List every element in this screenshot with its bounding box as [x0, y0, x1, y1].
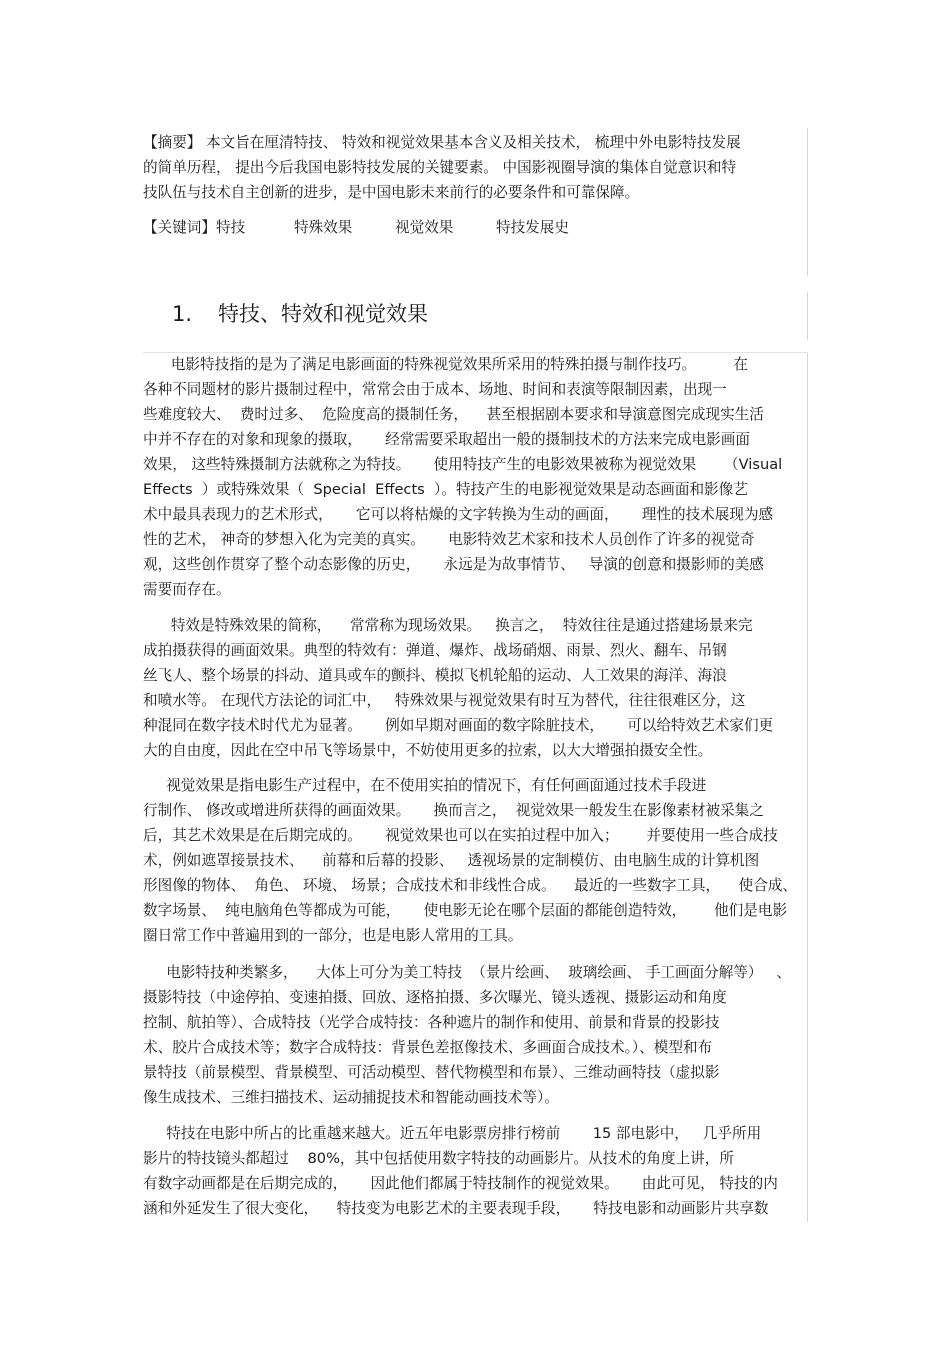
paragraph [143, 613, 808, 763]
paragraph-line: 行制作、 修改或增进所获得的画面效果。 换而言之， 视觉效果一般发生在影像素材被采集之 [143, 802, 764, 819]
paragraph-line: 电影特技种类繁多， 大体上可分为美工特技 （景片绘画、 玻璃绘画、 手工画面分解等） 、 [143, 964, 792, 981]
keyword: 视觉效果 [394, 219, 454, 236]
paragraph [143, 1121, 808, 1221]
paragraph-line: 和喷水等。 在现代方法论的词汇中， 特殊效果与视觉效果有时互为替代，往往很难区分，这 [143, 692, 746, 709]
paragraph-line: 效果， 这些特殊摄制方法就称之为特技。 使用特技产生的电影效果被称为视觉效果 （Visual [143, 456, 783, 473]
abstract [143, 130, 808, 205]
paragraph-line: 大的自由度，因此在空中吊飞等场景中，不妨使用更多的拉索，以大大增强拍摄安全性。 [143, 742, 713, 759]
section-number: 1. [172, 302, 193, 326]
paragraph-line: 中并不存在的对象和现象的摄取， 经常需要采取超出一般的摄制技术的方法来完成电影画面 [143, 431, 750, 448]
paragraph-line: 形图像的物体、 角色、 环境、 场景；合成技术和非线性合成。 最近的一些数字工具， 使合成、 [143, 877, 798, 894]
paragraph-line: Effects ）或特殊效果（ Special Effects ）。特技产生的电影视觉效果是动态画面和影像艺 [143, 481, 748, 498]
paragraph-line: 丝飞人、整个场景的抖动、道具或车的颤抖、模拟飞机轮船的运动、人工效果的海洋、海浪 [143, 667, 727, 684]
abstract-line: 的简单历程， 提出今后我国电影特技发展的关键要素。 中国影视圈导演的集体自觉意识和特 [143, 159, 737, 176]
paragraph-line: 影片的特技镜头都超过 80%，其中包括使用数字特技的动画影片。从技术的角度上讲，所 [143, 1150, 734, 1167]
paragraph-line: 后，其艺术效果是在后期完成的。 视觉效果也可以在实拍过程中加入； 并要使用一些合成技 [143, 827, 778, 844]
paragraph-line: 视觉效果是指电影生产过程中，在不使用实拍的情况下，有任何画面通过技术手段进 [143, 777, 707, 794]
paragraph-line: 术、胶片合成技术等；数字合成特技：背景色差抠像技术、多画面合成技术。）、模型和布 [143, 1039, 713, 1056]
paragraph-line: 特效是特殊效果的简称， 常常称为现场效果。 换言之， 特效往往是通过搭建场景来完 [143, 617, 753, 634]
paragraph-line: 控制、航拍等）、合成特技（光学合成特技：各种遮片的制作和使用、前景和背景的投影技 [143, 1014, 720, 1031]
keywords-line [143, 215, 808, 240]
paragraph-line: 种混同在数字技术时代尤为显著。 例如早期对画面的数字除脏技术， 可以给特效艺术家们更 [143, 717, 774, 734]
paragraph-line: 像生成技术、三维扫描技术、运动捕捉技术和智能动画技术等）。 [143, 1089, 559, 1106]
paragraph-line: 观，这些创作贯穿了整个动态影像的历史， 永远是为故事情节、 导演的创意和摄影师的美感 [143, 556, 764, 573]
section-heading [172, 296, 428, 332]
keywords [143, 215, 808, 240]
paragraph-line: 术中最具表现力的艺术形式， 它可以将枯燥的文字转换为生动的画面， 理性的技术展现为感 [143, 506, 774, 523]
paragraph [143, 773, 808, 948]
paragraph-line: 术，例如遮罩接景技术、 前幕和后幕的投影、 透视场景的定制模仿、由电脑生成的计算机图 [143, 852, 760, 869]
paragraph-line: 些难度较大、 费时过多、 危险度高的摄制任务， 甚至根据剧本要求和导演意图完成现实生活 [143, 406, 764, 423]
paragraph-line: 需要而存在。 [143, 581, 231, 598]
paragraph-line: 涵和外延发生了很大变化， 特技变为电影艺术的主要表现手段， 特技电影和动画影片共享数 [143, 1200, 769, 1217]
abstract-line: 技队伍与技术自主创新的进步，是中国电影未来前行的必要条件和可靠保障。 [143, 184, 640, 201]
keyword: 特技 [215, 219, 246, 236]
paragraph-line: 成拍摄获得的画面效果。典型的特效有：弹道、爆炸、战场硝烟、雨景、烈火、翻车、吊钢 [143, 642, 727, 659]
heading-rule [807, 292, 808, 340]
paragraph-line: 摄影特技（中途停拍、变速拍摄、回放、逐格拍摄、多次曝光、镜头透视、摄影运动和角度 [143, 989, 727, 1006]
paragraph-line: 有数字动画都是在后期完成的， 因此他们都属于特技制作的视觉效果。 由此可见， 特技的内 [143, 1175, 778, 1192]
paragraph-line: 景特技（前景模型、背景模型、可活动模型、替代物模型和布景）、三维动画特技（虚拟影 [143, 1064, 720, 1081]
section-title: 特技、特效和视觉效果 [218, 302, 428, 326]
keyword: 特技发展史 [495, 219, 569, 236]
keywords-label: 【关键词】 [143, 219, 216, 236]
paragraph-line: 圈日常工作中普遍用到的一部分，也是电影人常用的工具。 [143, 927, 523, 944]
paragraph [143, 960, 808, 1110]
keyword: 特殊效果 [293, 219, 353, 236]
abstract-line: 【摘要】 本文旨在厘清特技、 特效和视觉效果基本含义及相关技术， 梳理中外电影特技发展 [143, 134, 741, 151]
paragraph-line: 各种不同题材的影片摄制过程中，常常会由于成本、场地、时间和表演等限制因素，出现一 [143, 381, 727, 398]
paragraph [143, 352, 808, 602]
paragraph-line: 性的艺术， 神奇的梦想入化为完美的真实。 电影特效艺术家和技术人员创作了许多的视觉奇 [143, 531, 755, 548]
paragraph-line: 特技在电影中所占的比重越来越大。近五年电影票房排行榜前 15 部电影中， 几乎所用 [143, 1125, 762, 1142]
paragraph-line: 电影特技指的是为了满足电影画面的特殊视觉效果所采用的特殊拍摄与制作技巧。 在 [143, 356, 748, 373]
paragraph-line: 数字场景、 纯电脑角色等都成为可能， 使电影无论在哪个层面的都能创造特效， 他们是电影 [143, 902, 788, 919]
